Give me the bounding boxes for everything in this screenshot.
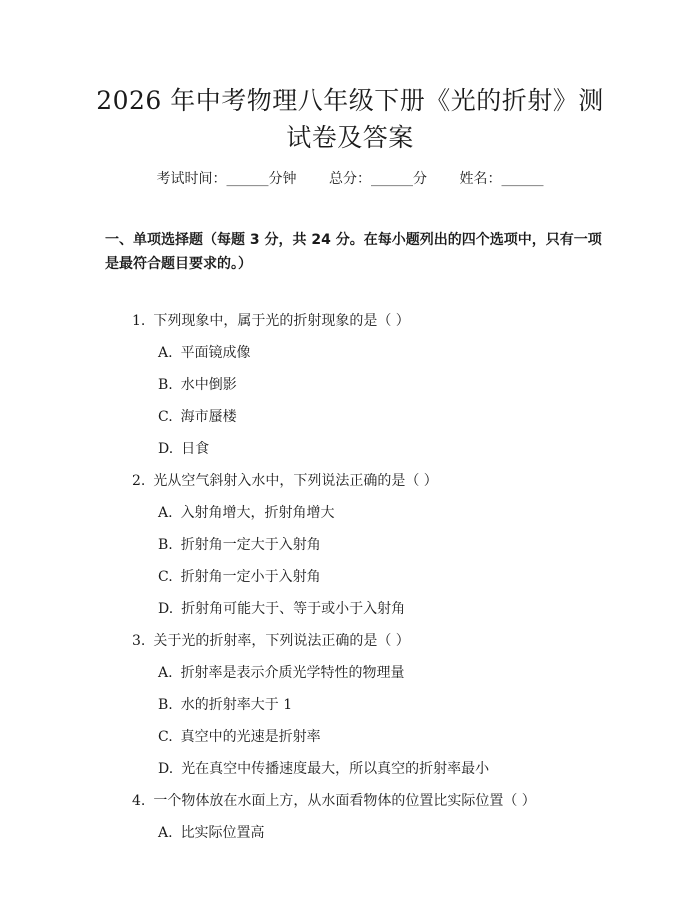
question-1-option-d [158, 438, 209, 458]
question-text: 下列现象中，属于光的折射现象的是（ ） [153, 313, 410, 329]
question-3 [132, 630, 410, 650]
option-text: 平面镜成像 [180, 345, 251, 361]
name-field: 姓名：______ [459, 171, 544, 187]
question-number: 4. [132, 793, 146, 809]
question-number: 3. [132, 633, 146, 649]
option-text: 折射率是表示介质光学特性的物理量 [180, 665, 405, 681]
question-2-option-d [158, 598, 405, 618]
question-text: 光从空气斜射入水中，下列说法正确的是（ ） [153, 473, 438, 489]
option-letter: C. [158, 569, 173, 585]
option-letter: C. [158, 729, 173, 745]
question-1-option-b [158, 374, 237, 394]
question-4 [132, 790, 536, 810]
question-number: 1. [132, 313, 146, 329]
total-score-field: 总分：______分 [329, 171, 427, 187]
option-letter: A. [158, 345, 173, 361]
option-text: 海市蜃楼 [180, 409, 237, 425]
question-3-option-d [158, 758, 489, 778]
option-letter: D. [158, 441, 174, 457]
section-heading: 一、单项选择题（每题 3 分，共 24 分。在每小题列出的四个选项中，只有一项是最符合题目要求的。） [105, 232, 602, 272]
option-text: 真空中的光速是折射率 [180, 729, 321, 745]
option-text: 入射角增大，折射角增大 [180, 505, 335, 521]
option-text: 水中倒影 [180, 377, 237, 393]
option-text: 折射角一定大于入射角 [180, 537, 321, 553]
title-line-1: 2026 年中考物理八年级下册《光的折射》测 [96, 86, 604, 115]
exam-info [0, 168, 700, 188]
question-3-option-b [158, 694, 292, 714]
question-3-option-c [158, 726, 321, 746]
question-text: 一个物体放在水面上方，从水面看物体的位置比实际位置（ ） [153, 793, 536, 809]
question-2 [132, 470, 438, 490]
question-text: 关于光的折射率，下列说法正确的是（ ） [153, 633, 410, 649]
option-letter: B. [158, 537, 173, 553]
option-letter: B. [158, 377, 173, 393]
exam-time-field: 考试时间：______分钟 [156, 171, 297, 187]
question-4-option-a [158, 822, 265, 842]
option-text: 日食 [181, 441, 210, 457]
question-2-option-c [158, 566, 321, 586]
page-title [0, 82, 700, 156]
question-1-option-c [158, 406, 237, 426]
question-2-option-a [158, 502, 335, 522]
question-1 [132, 310, 410, 330]
option-text: 折射角可能大于、等于或小于入射角 [181, 601, 406, 617]
option-text: 折射角一定小于入射角 [180, 569, 321, 585]
option-text: 比实际位置高 [180, 825, 265, 841]
option-text: 光在真空中传播速度最大，所以真空的折射率最小 [181, 761, 490, 777]
question-3-option-a [158, 662, 405, 682]
title-line-2: 试卷及答案 [286, 123, 414, 152]
question-2-option-b [158, 534, 321, 554]
question-number: 2. [132, 473, 146, 489]
question-1-option-a [158, 342, 251, 362]
option-letter: A. [158, 665, 173, 681]
option-letter: A. [158, 505, 173, 521]
option-text: 水的折射率大于 1 [180, 697, 293, 713]
option-letter: D. [158, 761, 174, 777]
option-letter: C. [158, 409, 173, 425]
option-letter: A. [158, 825, 173, 841]
option-letter: B. [158, 697, 173, 713]
option-letter: D. [158, 601, 174, 617]
